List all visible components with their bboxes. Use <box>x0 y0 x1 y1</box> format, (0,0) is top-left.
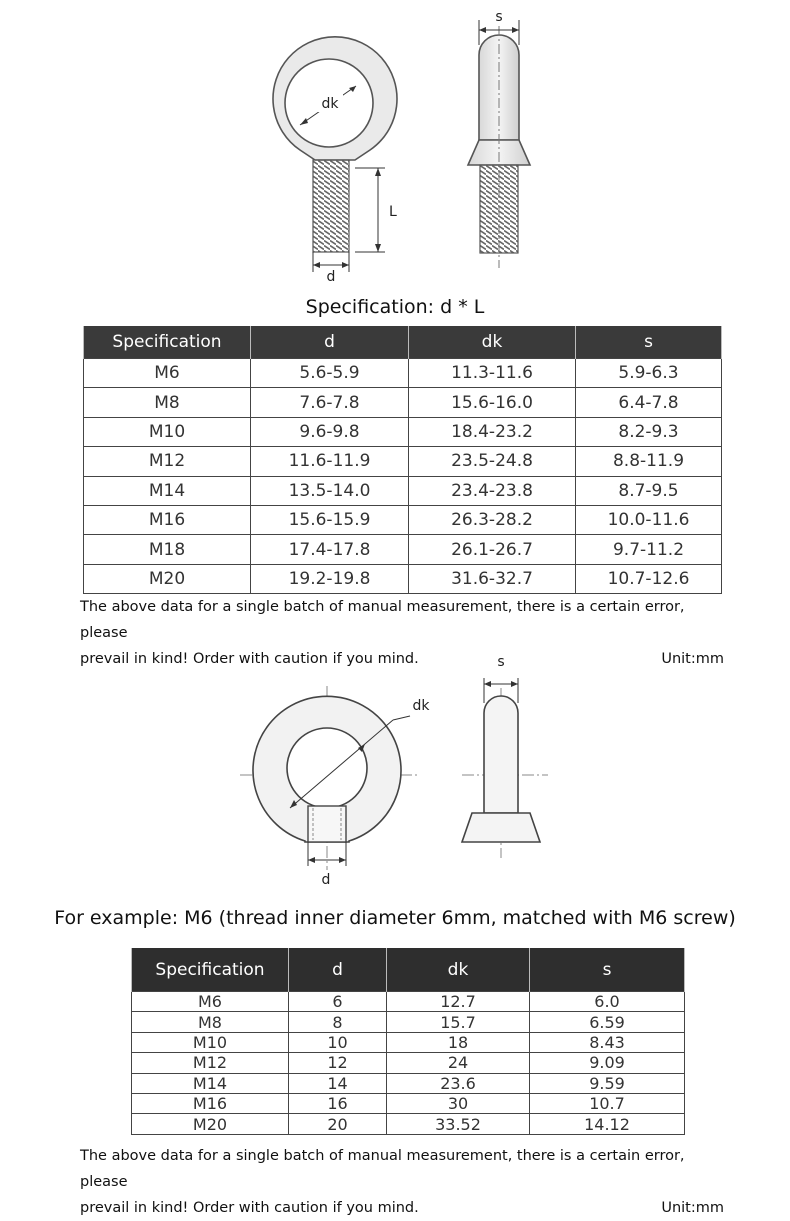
cell-s: 8.43 <box>530 1032 685 1052</box>
table-row <box>84 447 722 476</box>
eye-nut-side-view <box>462 654 548 858</box>
cell-d: 20 <box>289 1114 387 1134</box>
table-row <box>84 564 722 593</box>
table-row <box>132 1073 685 1093</box>
col-header-dk: dk <box>409 326 576 359</box>
table-row <box>84 359 722 388</box>
cell-dk: 11.3-11.6 <box>409 359 576 388</box>
eye-bolt-side-view <box>468 9 530 268</box>
cell-d: 17.4-17.8 <box>251 535 409 564</box>
col-header-d: d <box>251 326 409 359</box>
measurement-note-2 <box>80 1143 730 1221</box>
col-header-s: s <box>576 326 722 359</box>
cell-dk: 23.4-23.8 <box>409 476 576 505</box>
note-line-2: prevail in kind! Order with caution if you mind. <box>80 651 419 667</box>
cell-dk: 18 <box>387 1032 530 1052</box>
specification-title: Specification: d * L <box>305 296 485 318</box>
cell-s: 14.12 <box>530 1114 685 1134</box>
d-label: d <box>326 269 336 285</box>
table-row <box>132 1093 685 1113</box>
s-label-2: s <box>497 654 505 670</box>
cell-d: 6 <box>289 992 387 1012</box>
cell-spec: M20 <box>132 1114 289 1134</box>
cell-dk: 12.7 <box>387 992 530 1012</box>
cell-s: 8.7-9.5 <box>576 476 722 505</box>
spec-table-example <box>131 948 685 1135</box>
cell-s: 5.9-6.3 <box>576 359 722 388</box>
table-row <box>84 535 722 564</box>
cell-d: 7.6-7.8 <box>251 388 409 417</box>
table-row <box>132 1032 685 1052</box>
cell-d: 19.2-19.8 <box>251 564 409 593</box>
table-header-row <box>132 948 685 992</box>
table-row <box>84 388 722 417</box>
cell-d: 5.6-5.9 <box>251 359 409 388</box>
cell-s: 8.2-9.3 <box>576 417 722 446</box>
eye-nut-diagram <box>0 648 790 898</box>
cell-s: 10.7 <box>530 1093 685 1113</box>
cell-spec: M18 <box>84 535 251 564</box>
cell-spec: M10 <box>132 1032 289 1052</box>
cell-s: 6.4-7.8 <box>576 388 722 417</box>
cell-dk: 23.5-24.8 <box>409 447 576 476</box>
cell-s: 9.59 <box>530 1073 685 1093</box>
cell-dk: 23.6 <box>387 1073 530 1093</box>
table-row <box>132 1114 685 1134</box>
cell-dk: 33.52 <box>387 1114 530 1134</box>
cell-spec: M20 <box>84 564 251 593</box>
cell-spec: M14 <box>84 476 251 505</box>
cell-d: 12 <box>289 1053 387 1073</box>
d-label-2: d <box>321 872 331 888</box>
cell-s: 9.7-11.2 <box>576 535 722 564</box>
L-label: L <box>389 204 397 220</box>
cell-spec: M12 <box>132 1053 289 1073</box>
col-header-specification: Specification <box>84 326 251 359</box>
cell-dk: 26.3-28.2 <box>409 505 576 534</box>
table-header-row <box>84 326 722 359</box>
eye-bolt-front-view <box>273 37 397 285</box>
cell-s: 6.0 <box>530 992 685 1012</box>
eye-nut-front-view <box>240 686 430 888</box>
spec-table-measured <box>83 326 722 594</box>
unit-label: Unit:mm <box>661 1200 724 1216</box>
cell-d: 16 <box>289 1093 387 1113</box>
cell-spec: M10 <box>84 417 251 446</box>
cell-s: 6.59 <box>530 1012 685 1032</box>
table-row <box>84 476 722 505</box>
cell-dk: 30 <box>387 1093 530 1113</box>
example-title: For example: M6 (thread inner diameter 6mm, matched with M6 screw) <box>54 907 736 929</box>
cell-dk: 15.6-16.0 <box>409 388 576 417</box>
unit-label: Unit:mm <box>661 651 724 667</box>
cell-spec: M8 <box>84 388 251 417</box>
note-line-1: The above data for a single batch of manual measurement, there is a certain error, please <box>80 599 685 641</box>
cell-d: 11.6-11.9 <box>251 447 409 476</box>
cell-d: 9.6-9.8 <box>251 417 409 446</box>
dk-label-2: dk <box>412 698 430 714</box>
table-row <box>132 1012 685 1032</box>
cell-spec: M14 <box>132 1073 289 1093</box>
col-header-specification: Specification <box>132 948 289 992</box>
cell-d: 8 <box>289 1012 387 1032</box>
table-row <box>132 992 685 1012</box>
cell-spec: M8 <box>132 1012 289 1032</box>
col-header-dk: dk <box>387 948 530 992</box>
cell-d: 15.6-15.9 <box>251 505 409 534</box>
cell-spec: M16 <box>84 505 251 534</box>
table-row <box>84 417 722 446</box>
cell-d: 14 <box>289 1073 387 1093</box>
col-header-s: s <box>530 948 685 992</box>
cell-s: 10.0-11.6 <box>576 505 722 534</box>
cell-d: 13.5-14.0 <box>251 476 409 505</box>
table-row <box>132 1053 685 1073</box>
cell-dk: 18.4-23.2 <box>409 417 576 446</box>
cell-dk: 24 <box>387 1053 530 1073</box>
note-line-2-wrap <box>80 1195 730 1221</box>
col-header-d: d <box>289 948 387 992</box>
cell-s: 10.7-12.6 <box>576 564 722 593</box>
cell-s: 8.8-11.9 <box>576 447 722 476</box>
note-line-1: The above data for a single batch of manual measurement, there is a certain error, please <box>80 1148 685 1190</box>
cell-spec: M6 <box>84 359 251 388</box>
eye-bolt-diagram <box>0 0 790 292</box>
table-row <box>84 505 722 534</box>
s-label: s <box>495 9 503 25</box>
cell-spec: M6 <box>132 992 289 1012</box>
cell-dk: 15.7 <box>387 1012 530 1032</box>
cell-dk: 31.6-32.7 <box>409 564 576 593</box>
cell-spec: M12 <box>84 447 251 476</box>
dk-label: dk <box>321 96 339 112</box>
cell-dk: 26.1-26.7 <box>409 535 576 564</box>
note-line-2: prevail in kind! Order with caution if you mind. <box>80 1200 419 1216</box>
cell-d: 10 <box>289 1032 387 1052</box>
cell-s: 9.09 <box>530 1053 685 1073</box>
cell-spec: M16 <box>132 1093 289 1113</box>
